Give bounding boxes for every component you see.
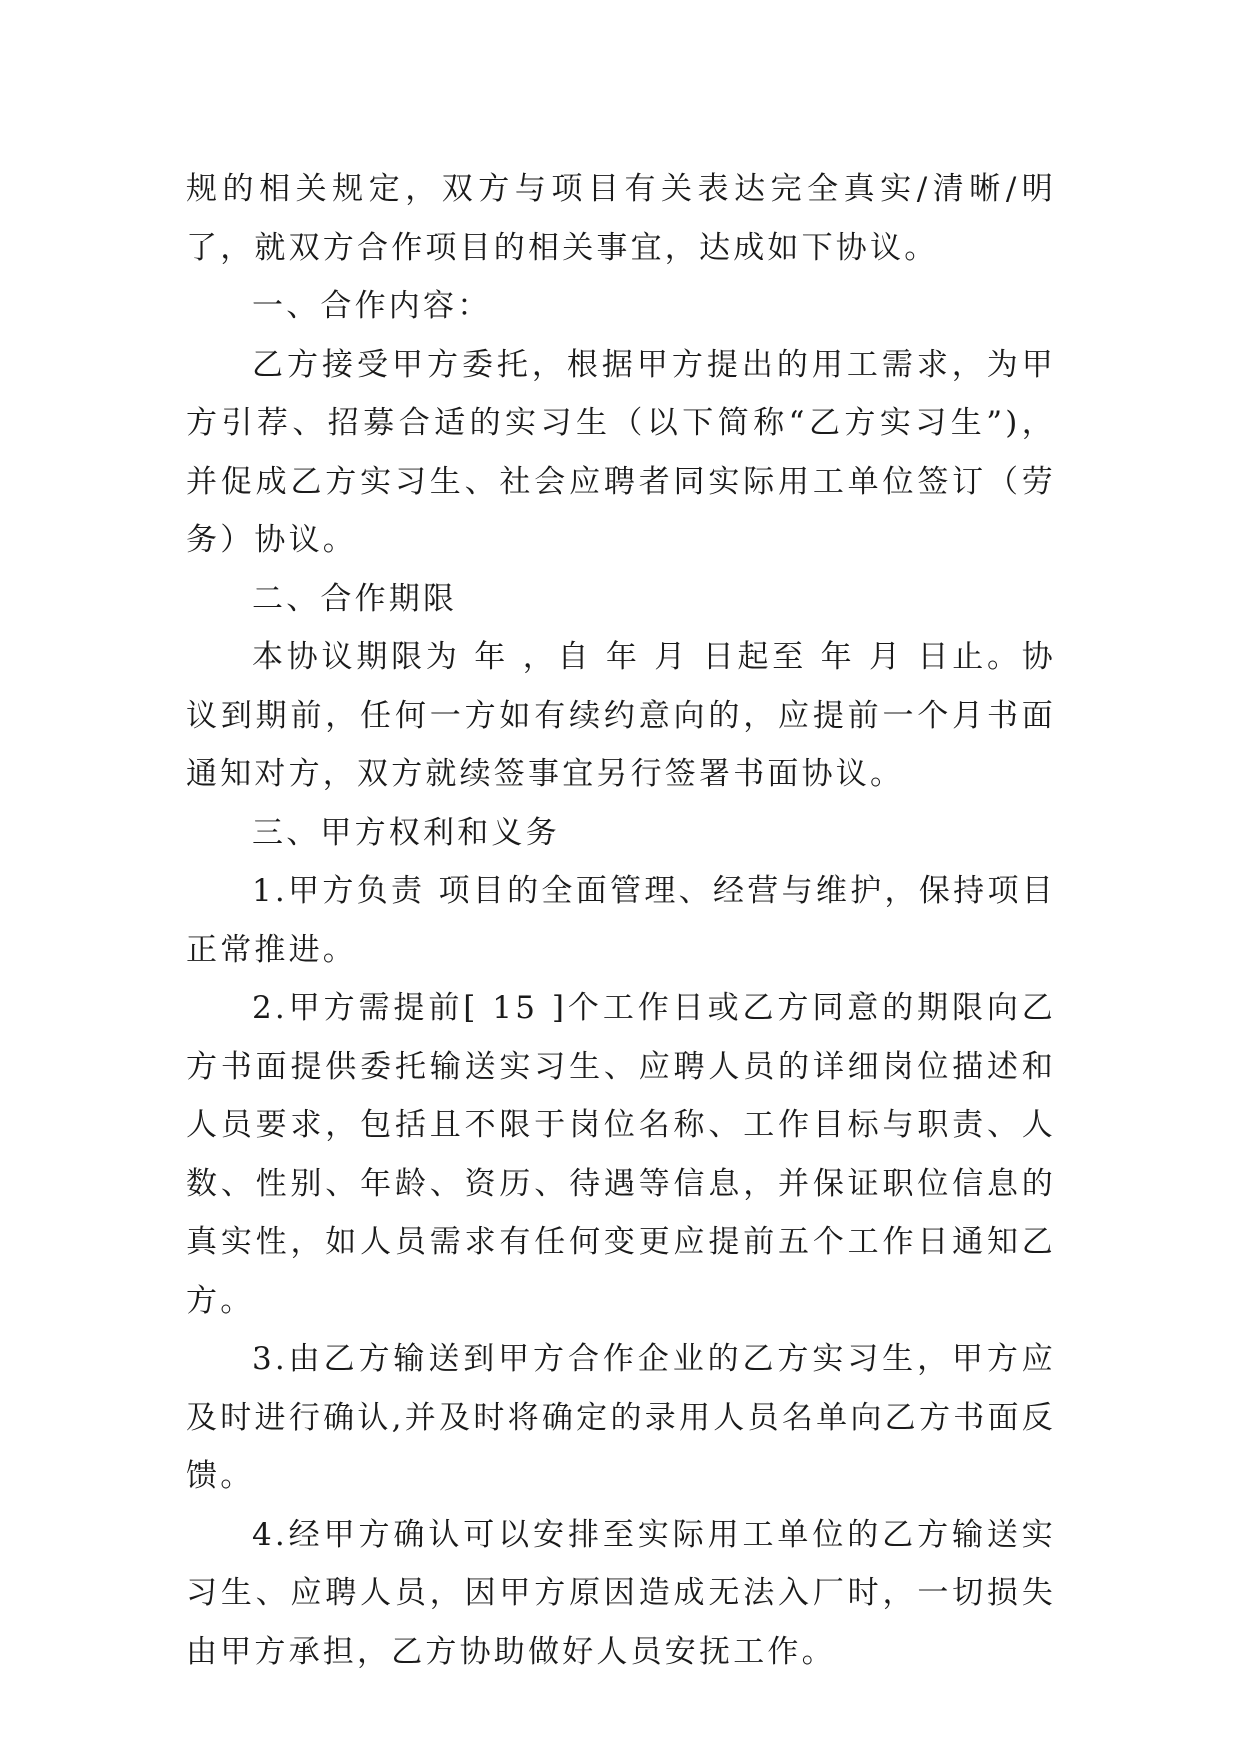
section-heading-cooperation-term: 二、合作期限 (252, 580, 458, 617)
clause-3: 3.由乙方输送到甲方合作企业的乙方实习生，甲方应及时进行确认,并及时将确定的录用人员名单向乙方书面反馈。 (186, 1341, 1056, 1494)
clause-1: 1.甲方负责 项目的全面管理、经营与维护，保持项目正常推进。 (186, 873, 1056, 968)
section-heading-cooperation-content: 一、合作内容： (252, 288, 492, 324)
paragraph-intro-continued: 规的相关规定，双方与项目有关表达完全真实/清晰/明了，就双方合作项目的相关事宜，达成如下协议。 (186, 171, 1056, 266)
clause-4: 4.经甲方确认可以安排至实际用工单位的乙方输送实习生、应聘人员，因甲方原因造成无法入厂时，一切损失由甲方承担，乙方协助做好人员安抚工作。 (186, 1516, 1056, 1670)
paragraph-cooperation-content: 乙方接受甲方委托，根据甲方提出的用工需求，为甲方引荐、招募合适的实习生（以下简称“乙方实习生”)，并促成乙方实习生、社会应聘者同实际用工单位签订（劳务）协议。 (186, 346, 1056, 558)
paragraph-cooperation-term: 本协议期限为 年 ，自 年 月 日起至 年 月 日止。协议到期前，任何一方如有续约意向的，应提前一个月书面通知对方，双方就续签事宜另行签署书面协议。 (186, 639, 1056, 792)
clause-2: 2.甲方需提前[ 15 ]个工作日或乙方同意的期限向乙方书面提供委托输送实习生、应聘人员的详细岗位描述和人员要求，包括且不限于岗位名称、工作目标与职责、人数、性别、年龄、资历、待遇等信息，并保证职位信息的真实性，如人员需求有任何变更应提前五个工作日通知乙方。 (186, 990, 1056, 1319)
document-body (186, 160, 1056, 1681)
section-heading-party-a-rights: 三、甲方权利和义务 (252, 814, 560, 851)
